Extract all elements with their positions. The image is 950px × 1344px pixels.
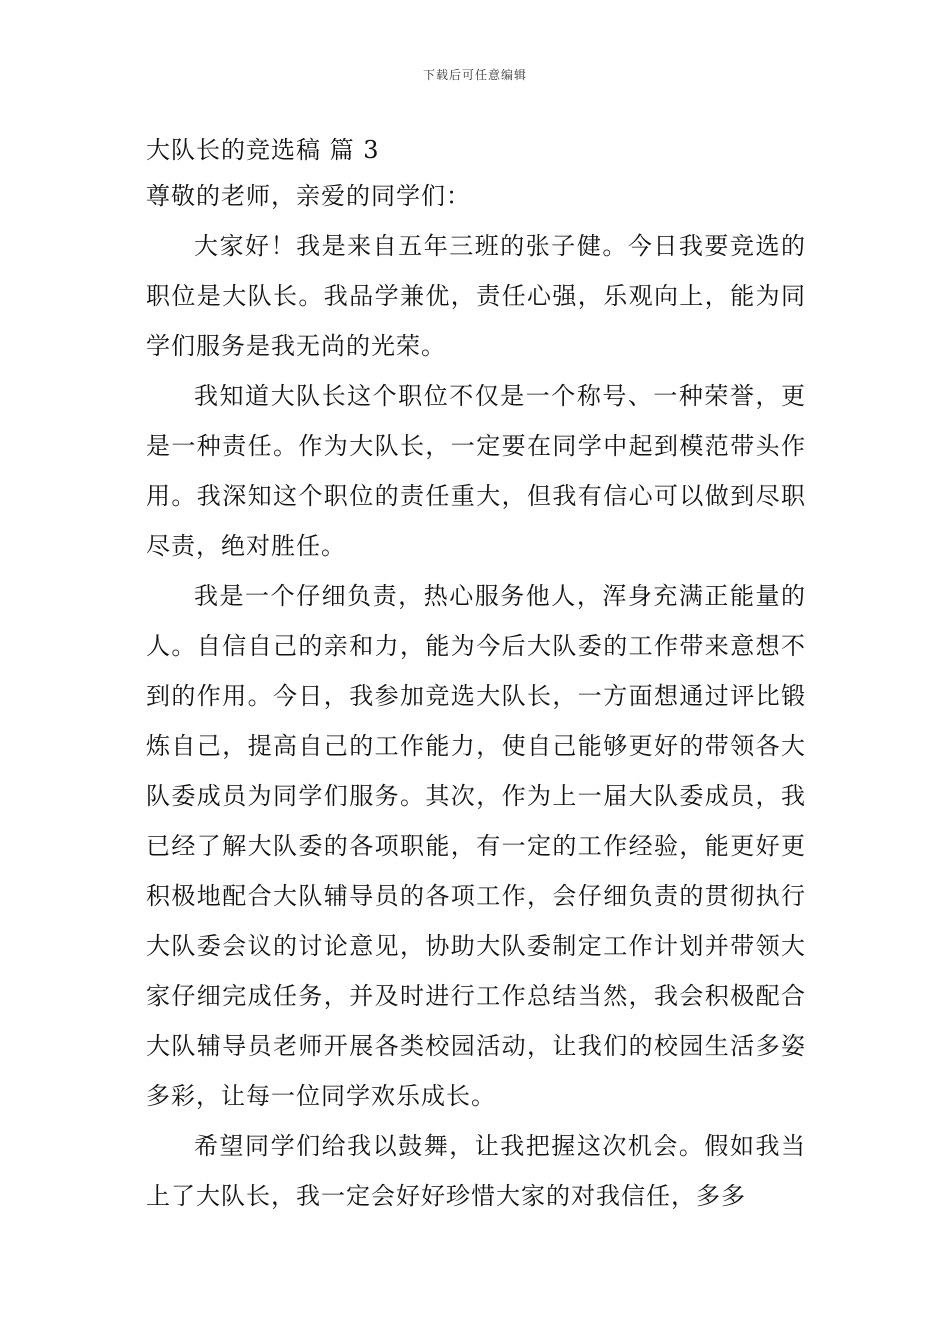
paragraph-2: 我知道大队长这个职位不仅是一个称号、一种荣誉，更是一种责任。作为大队长，一定要在同学中起到模范带头作用。我深知这个职位的责任重大，但我有信心可以做到尽职尽责，绝对胜任。 xyxy=(146,382,806,560)
paragraph-3: 我是一个仔细负责，热心服务他人，浑身充满正能量的人。自信自己的亲和力，能为今后大队委的工作带来意想不到的作用。今日，我参加竞选大队长，一方面想通过评比锻炼自己，提高自己的工作能力，使自己能够更好的带领各大队委成员为同学们服务。其次，作为上一届大队委成员，我已经了解大队委的各项职能，有一定的工作经验，能更好更积极地配合大队辅导员的各项工作，会仔细负责的贯彻执行大队委会议的讨论意见，协助大队委制定工作计划并带领大家仔细完成任务，并及时进行工作总结当然，我会积极配合大队辅导员老师开展各类校园活动，让我们的校园生活多姿多彩，让每一位同学欢乐成长。 xyxy=(146,582,806,1110)
paragraph-1: 大家好！我是来自五年三班的张子健。今日我要竞选的职位是大队长。我品学兼优，责任心强，乐观向上，能为同学们服务是我无尚的光荣。 xyxy=(146,232,806,360)
header-note: 下载后可任意编辑 xyxy=(422,68,527,82)
paragraph-4: 希望同学们给我以鼓舞，让我把握这次机会。假如我当上了大队长，我一定会好好珍惜大家的对我信任，多多 xyxy=(146,1132,806,1210)
document-title: 大队长的竞选稿 篇 3 xyxy=(146,136,380,164)
salutation: 尊敬的老师，亲爱的同学们： xyxy=(146,182,471,210)
document-body xyxy=(146,129,806,1221)
